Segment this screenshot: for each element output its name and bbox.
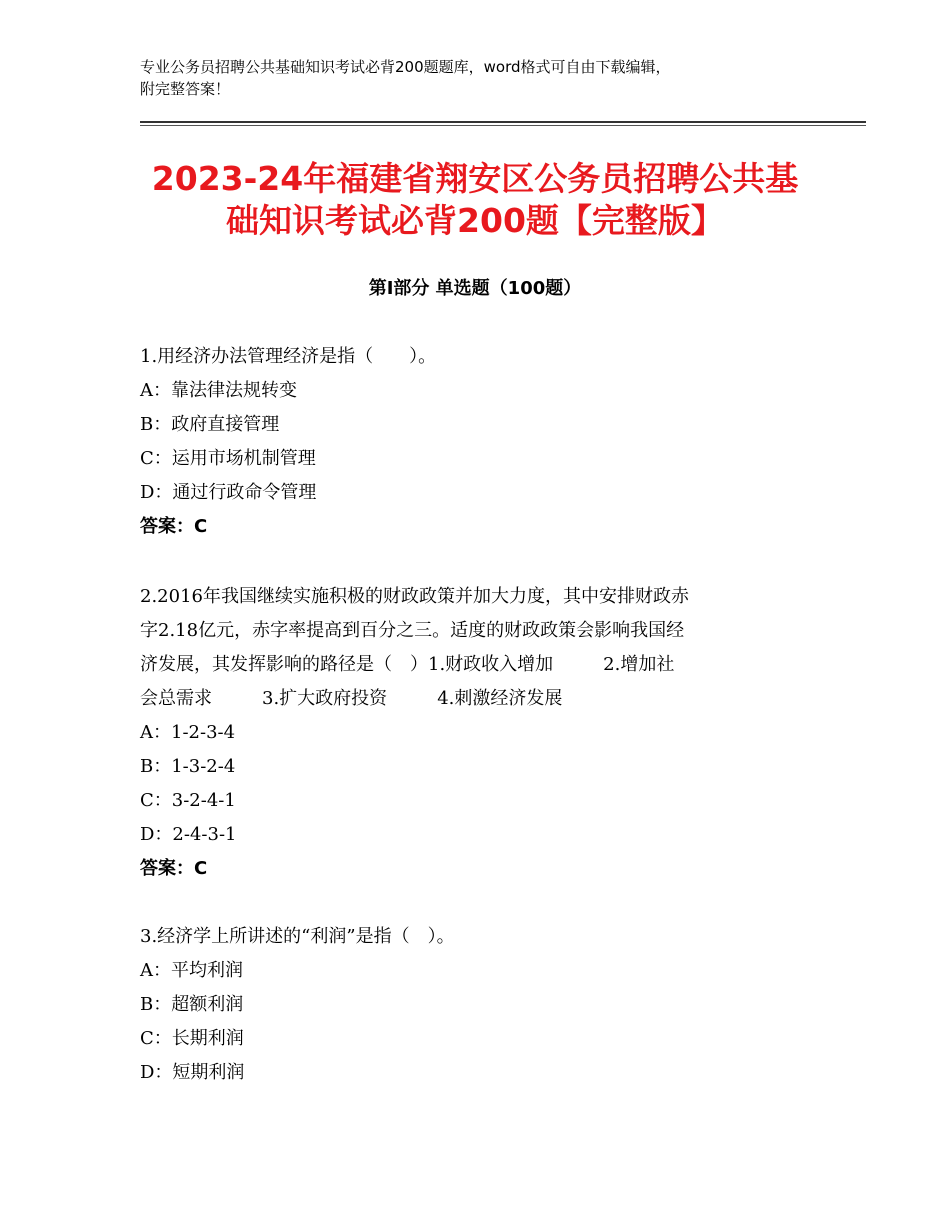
question-2-stem-part-a: 济发展，其发挥影响的路径是（ ）1.财政收入增加 xyxy=(140,654,554,675)
question-2-answer: 答案：C xyxy=(140,858,208,879)
header-note-line-1: 专业公务员招聘公共基础知识考试必背200题题库，word格式可自由下载编辑， xyxy=(140,58,671,76)
document-title-line-1: 2023-24年福建省翔安区公务员招聘公共基 xyxy=(151,159,799,198)
question-1-option-a: A：靠法律法规转变 xyxy=(140,380,297,401)
question-3-option-b: B：超额利润 xyxy=(140,994,244,1015)
header-divider-thick xyxy=(140,121,866,123)
question-2-stem-line-3 xyxy=(140,648,800,682)
document-title-line-2: 础知识考试必背200题【完整版】 xyxy=(226,201,724,240)
question-1-option-d: D：通过行政命令管理 xyxy=(140,482,317,503)
question-3-option-c: C：长期利润 xyxy=(140,1028,244,1049)
question-2-stem-part-b: 2.增加社 xyxy=(603,654,675,675)
question-3-stem: 3.经济学上所讲述的“利润”是指（ ）。 xyxy=(140,926,455,947)
header-divider-thin xyxy=(140,125,866,126)
question-2-option-b: B：1-3-2-4 xyxy=(140,756,236,777)
question-1-stem: 1.用经济办法管理经济是指（ ）。 xyxy=(140,346,437,367)
question-1 xyxy=(140,340,800,544)
question-1-option-b: B：政府直接管理 xyxy=(140,414,280,435)
question-2-stem-line-4 xyxy=(140,682,800,716)
question-2-stem-line-2: 字2.18亿元，赤字率提高到百分之三。适度的财政政策会影响我国经 xyxy=(140,620,685,641)
question-2-option-a: A：1-2-3-4 xyxy=(140,722,236,743)
question-2-stem-part-d: 3.扩大政府投资 xyxy=(262,688,388,709)
question-3-option-d: D：短期利润 xyxy=(140,1062,245,1083)
question-2 xyxy=(140,580,800,886)
question-2-option-c: C：3-2-4-1 xyxy=(140,790,236,811)
question-2-stem-part-e: 4.刺激经济发展 xyxy=(437,688,563,709)
document-title xyxy=(120,158,830,242)
question-2-stem-line-1: 2.2016年我国继续实施积极的财政政策并加大力度，其中安排财政赤 xyxy=(140,586,689,607)
question-2-stem-part-c: 会总需求 xyxy=(140,688,212,709)
question-3 xyxy=(140,920,800,1090)
header-note-line-2: 附完整答案！ xyxy=(140,80,231,98)
header-note xyxy=(140,56,820,100)
question-2-option-d: D：2-4-3-1 xyxy=(140,824,237,845)
section-heading: 第Ⅰ部分 单选题（100题） xyxy=(368,278,582,299)
question-1-answer: 答案：C xyxy=(140,516,208,537)
question-1-option-c: C：运用市场机制管理 xyxy=(140,448,316,469)
question-3-option-a: A：平均利润 xyxy=(140,960,243,981)
